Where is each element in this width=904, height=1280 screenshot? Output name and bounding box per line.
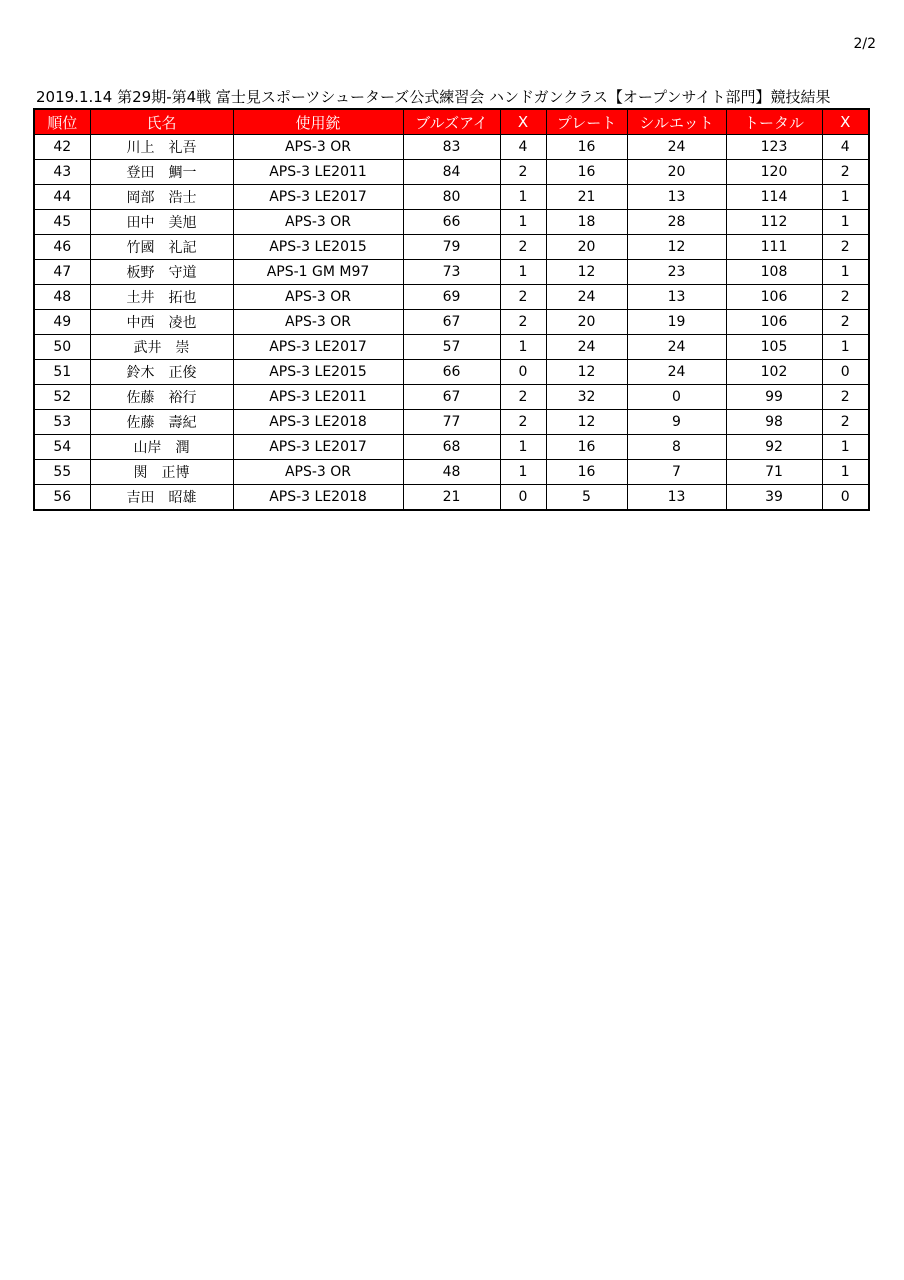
cell-total: 120 (726, 160, 822, 185)
cell-plate: 16 (546, 435, 627, 460)
cell-name: 板野 守道 (90, 260, 233, 285)
cell-x-total: 0 (822, 360, 869, 385)
cell-x-bullseye: 1 (500, 260, 546, 285)
table-row (34, 335, 869, 360)
cell-silhouette: 9 (627, 410, 726, 435)
header-x-total: X (822, 109, 869, 135)
cell-rank: 47 (34, 260, 90, 285)
cell-x-total: 2 (822, 285, 869, 310)
cell-x-total: 1 (822, 185, 869, 210)
cell-bullseye: 77 (403, 410, 500, 435)
cell-silhouette: 24 (627, 335, 726, 360)
cell-gun: APS-3 OR (233, 210, 403, 235)
cell-name: 鈴木 正俊 (90, 360, 233, 385)
table-row (34, 210, 869, 235)
cell-x-total: 1 (822, 435, 869, 460)
cell-name: 川上 礼吾 (90, 135, 233, 160)
table-row (34, 435, 869, 460)
cell-silhouette: 13 (627, 185, 726, 210)
cell-x-total: 2 (822, 310, 869, 335)
cell-bullseye: 67 (403, 310, 500, 335)
cell-silhouette: 24 (627, 135, 726, 160)
cell-silhouette: 13 (627, 485, 726, 511)
cell-rank: 46 (34, 235, 90, 260)
cell-gun: APS-3 LE2011 (233, 385, 403, 410)
cell-x-total: 1 (822, 335, 869, 360)
cell-gun: APS-3 OR (233, 460, 403, 485)
cell-silhouette: 0 (627, 385, 726, 410)
cell-rank: 48 (34, 285, 90, 310)
cell-x-bullseye: 1 (500, 210, 546, 235)
cell-x-bullseye: 1 (500, 435, 546, 460)
cell-plate: 20 (546, 235, 627, 260)
cell-total: 108 (726, 260, 822, 285)
cell-total: 111 (726, 235, 822, 260)
cell-bullseye: 48 (403, 460, 500, 485)
cell-x-bullseye: 2 (500, 235, 546, 260)
table-header-row (34, 109, 869, 135)
cell-x-bullseye: 2 (500, 285, 546, 310)
cell-name: 岡部 浩士 (90, 185, 233, 210)
cell-gun: APS-3 LE2017 (233, 435, 403, 460)
table-row (34, 410, 869, 435)
cell-silhouette: 13 (627, 285, 726, 310)
table-row (34, 260, 869, 285)
cell-gun: APS-1 GM M97 (233, 260, 403, 285)
cell-bullseye: 83 (403, 135, 500, 160)
cell-x-total: 0 (822, 485, 869, 511)
cell-rank: 44 (34, 185, 90, 210)
table-row (34, 160, 869, 185)
header-total: トータル (726, 109, 822, 135)
cell-name: 中西 凌也 (90, 310, 233, 335)
cell-total: 123 (726, 135, 822, 160)
cell-total: 105 (726, 335, 822, 360)
cell-x-total: 2 (822, 410, 869, 435)
results-table (33, 108, 870, 511)
cell-rank: 56 (34, 485, 90, 511)
cell-total: 98 (726, 410, 822, 435)
table-row (34, 360, 869, 385)
cell-x-bullseye: 2 (500, 410, 546, 435)
cell-gun: APS-3 LE2018 (233, 485, 403, 511)
cell-total: 71 (726, 460, 822, 485)
cell-x-total: 2 (822, 160, 869, 185)
cell-plate: 16 (546, 160, 627, 185)
cell-gun: APS-3 LE2017 (233, 335, 403, 360)
cell-rank: 49 (34, 310, 90, 335)
cell-name: 関 正博 (90, 460, 233, 485)
cell-silhouette: 24 (627, 360, 726, 385)
cell-total: 39 (726, 485, 822, 511)
cell-name: 登田 鯛一 (90, 160, 233, 185)
cell-x-bullseye: 4 (500, 135, 546, 160)
cell-total: 92 (726, 435, 822, 460)
cell-gun: APS-3 OR (233, 310, 403, 335)
table-row (34, 385, 869, 410)
table-row (34, 460, 869, 485)
cell-gun: APS-3 LE2018 (233, 410, 403, 435)
cell-rank: 45 (34, 210, 90, 235)
cell-silhouette: 12 (627, 235, 726, 260)
cell-bullseye: 21 (403, 485, 500, 511)
cell-plate: 32 (546, 385, 627, 410)
cell-rank: 50 (34, 335, 90, 360)
cell-name: 佐藤 裕行 (90, 385, 233, 410)
cell-gun: APS-3 LE2015 (233, 360, 403, 385)
cell-rank: 43 (34, 160, 90, 185)
cell-total: 112 (726, 210, 822, 235)
cell-plate: 16 (546, 460, 627, 485)
cell-name: 武井 崇 (90, 335, 233, 360)
cell-bullseye: 66 (403, 210, 500, 235)
cell-plate: 20 (546, 310, 627, 335)
table-row (34, 310, 869, 335)
table-row (34, 485, 869, 511)
table-row (34, 285, 869, 310)
cell-name: 田中 美旭 (90, 210, 233, 235)
cell-name: 竹國 礼記 (90, 235, 233, 260)
cell-plate: 18 (546, 210, 627, 235)
cell-bullseye: 68 (403, 435, 500, 460)
cell-silhouette: 7 (627, 460, 726, 485)
cell-plate: 24 (546, 285, 627, 310)
cell-gun: APS-3 LE2015 (233, 235, 403, 260)
cell-name: 佐藤 壽紀 (90, 410, 233, 435)
cell-plate: 12 (546, 260, 627, 285)
header-rank: 順位 (34, 109, 90, 135)
cell-x-bullseye: 0 (500, 485, 546, 511)
cell-total: 106 (726, 285, 822, 310)
cell-silhouette: 8 (627, 435, 726, 460)
header-silhouette: シルエット (627, 109, 726, 135)
cell-silhouette: 20 (627, 160, 726, 185)
cell-rank: 52 (34, 385, 90, 410)
cell-bullseye: 84 (403, 160, 500, 185)
cell-name: 山岸 潤 (90, 435, 233, 460)
cell-x-total: 2 (822, 235, 869, 260)
cell-rank: 55 (34, 460, 90, 485)
results-body (34, 135, 869, 511)
cell-total: 114 (726, 185, 822, 210)
header-plate: プレート (546, 109, 627, 135)
cell-x-total: 1 (822, 210, 869, 235)
cell-x-total: 1 (822, 260, 869, 285)
cell-total: 106 (726, 310, 822, 335)
cell-total: 102 (726, 360, 822, 385)
cell-name: 吉田 昭雄 (90, 485, 233, 511)
cell-x-bullseye: 1 (500, 460, 546, 485)
header-gun: 使用銃 (233, 109, 403, 135)
cell-silhouette: 28 (627, 210, 726, 235)
cell-bullseye: 69 (403, 285, 500, 310)
cell-silhouette: 23 (627, 260, 726, 285)
cell-bullseye: 66 (403, 360, 500, 385)
cell-x-bullseye: 2 (500, 385, 546, 410)
cell-silhouette: 19 (627, 310, 726, 335)
cell-gun: APS-3 LE2017 (233, 185, 403, 210)
document-title: 2019.1.14 第29期-第4戦 富士見スポーツシューターズ公式練習会 ハンドガンクラス【オープンサイト部門】競技結果 (36, 88, 831, 106)
table-row (34, 235, 869, 260)
cell-x-total: 4 (822, 135, 869, 160)
cell-gun: APS-3 OR (233, 285, 403, 310)
cell-x-total: 1 (822, 460, 869, 485)
header-name: 氏名 (90, 109, 233, 135)
cell-x-bullseye: 2 (500, 310, 546, 335)
table-row (34, 135, 869, 160)
page-number: 2/2 (853, 36, 876, 52)
cell-plate: 12 (546, 410, 627, 435)
cell-total: 99 (726, 385, 822, 410)
cell-plate: 12 (546, 360, 627, 385)
cell-x-bullseye: 1 (500, 185, 546, 210)
table-row (34, 185, 869, 210)
cell-plate: 16 (546, 135, 627, 160)
cell-rank: 54 (34, 435, 90, 460)
cell-bullseye: 79 (403, 235, 500, 260)
header-bullseye: ブルズアイ (403, 109, 500, 135)
cell-plate: 5 (546, 485, 627, 511)
cell-bullseye: 73 (403, 260, 500, 285)
cell-bullseye: 57 (403, 335, 500, 360)
cell-x-total: 2 (822, 385, 869, 410)
cell-bullseye: 67 (403, 385, 500, 410)
cell-name: 土井 拓也 (90, 285, 233, 310)
cell-rank: 42 (34, 135, 90, 160)
cell-bullseye: 80 (403, 185, 500, 210)
cell-x-bullseye: 1 (500, 335, 546, 360)
cell-rank: 51 (34, 360, 90, 385)
cell-plate: 21 (546, 185, 627, 210)
cell-x-bullseye: 2 (500, 160, 546, 185)
cell-rank: 53 (34, 410, 90, 435)
cell-plate: 24 (546, 335, 627, 360)
cell-gun: APS-3 OR (233, 135, 403, 160)
cell-x-bullseye: 0 (500, 360, 546, 385)
header-x-bullseye: X (500, 109, 546, 135)
cell-gun: APS-3 LE2011 (233, 160, 403, 185)
